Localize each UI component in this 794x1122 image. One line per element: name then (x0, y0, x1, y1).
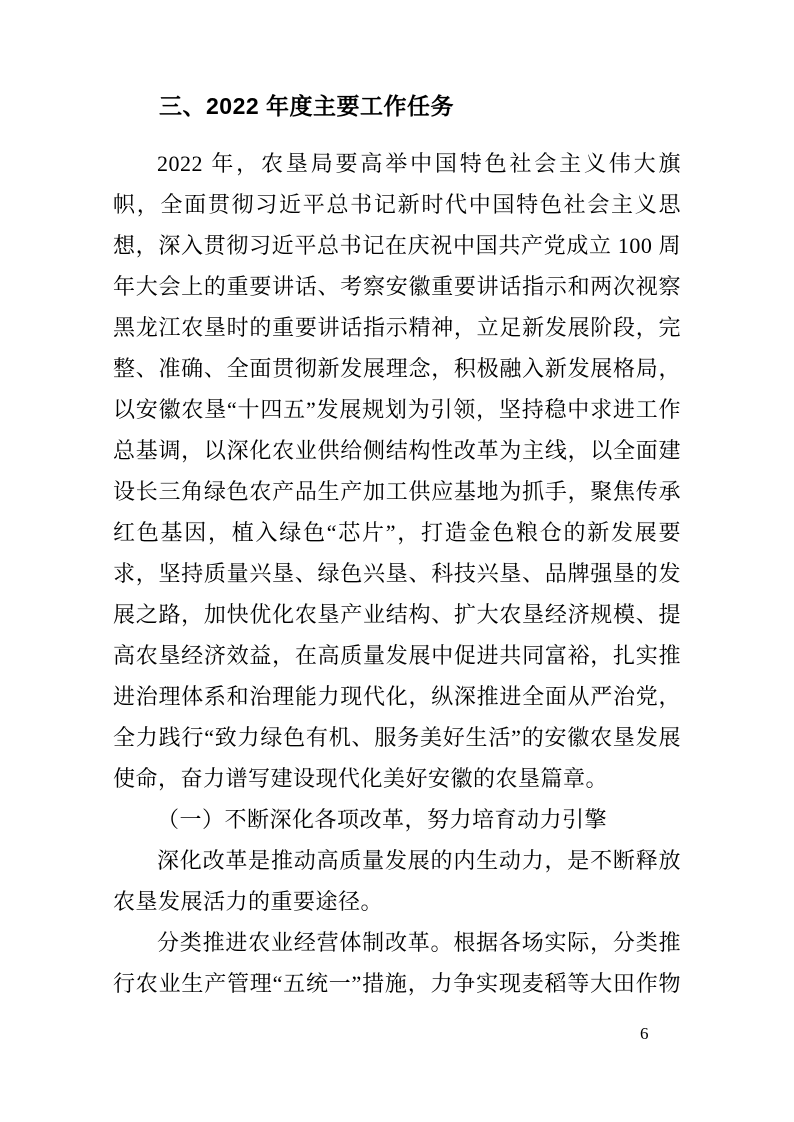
page-number: 6 (640, 1024, 649, 1043)
subsection-heading: （一）不断深化各项改革，努力培育动力引擎 (157, 807, 608, 832)
paragraph-overview: 2022 年，农垦局要高举中国特色社会主义伟大旗帜，全面贯彻习近平总书记新时代中国特色社会主义思想，深入贯彻习近平总书记在庆祝中国共产党成立 100 周年大会上的重要讲话、考察安徽重要讲话指示和两次视察黑龙江农垦时的重要讲话指示精神，立足新发展阶段，完整、准确、全面贯彻新发展理念，积极融入新发展格局，以安徽农垦“十四五”发展规划为引领，坚持稳中求进工作总基调，以深化农业供给侧结构性改革为主线，以全面建设长三角绿色农产品生产加工供应基地为抓手，聚焦传承红色基因，植入绿色“芯片”，打造金色粮仓的新发展要求，坚持质量兴垦、绿色兴垦、科技兴垦、品牌强垦的发展之路，加快优化农垦产业结构、扩大农垦经济规模、提高农垦经济效益，在高质量发展中促进共同富裕，扎实推进治理体系和治理能力现代化，纵深推进全面从严治党，全力践行“致力绿色有机、服务美好生活”的安徽农垦发展使命，奋力谱写建设现代化美好安徽的农垦篇章。 (113, 151, 681, 791)
paragraph-reform-intro: 深化改革是推动高质量发展的内生动力，是不断释放农垦发展活力的重要途径。 (113, 848, 681, 914)
paragraph-reform-detail: 分类推进农业经营体制改革。根据各场实际，分类推行农业生产管理“五统一”措施，力争实现麦稻等大田作物 (113, 930, 681, 996)
section-title: 三、2022 年度主要工作任务 (159, 93, 455, 119)
